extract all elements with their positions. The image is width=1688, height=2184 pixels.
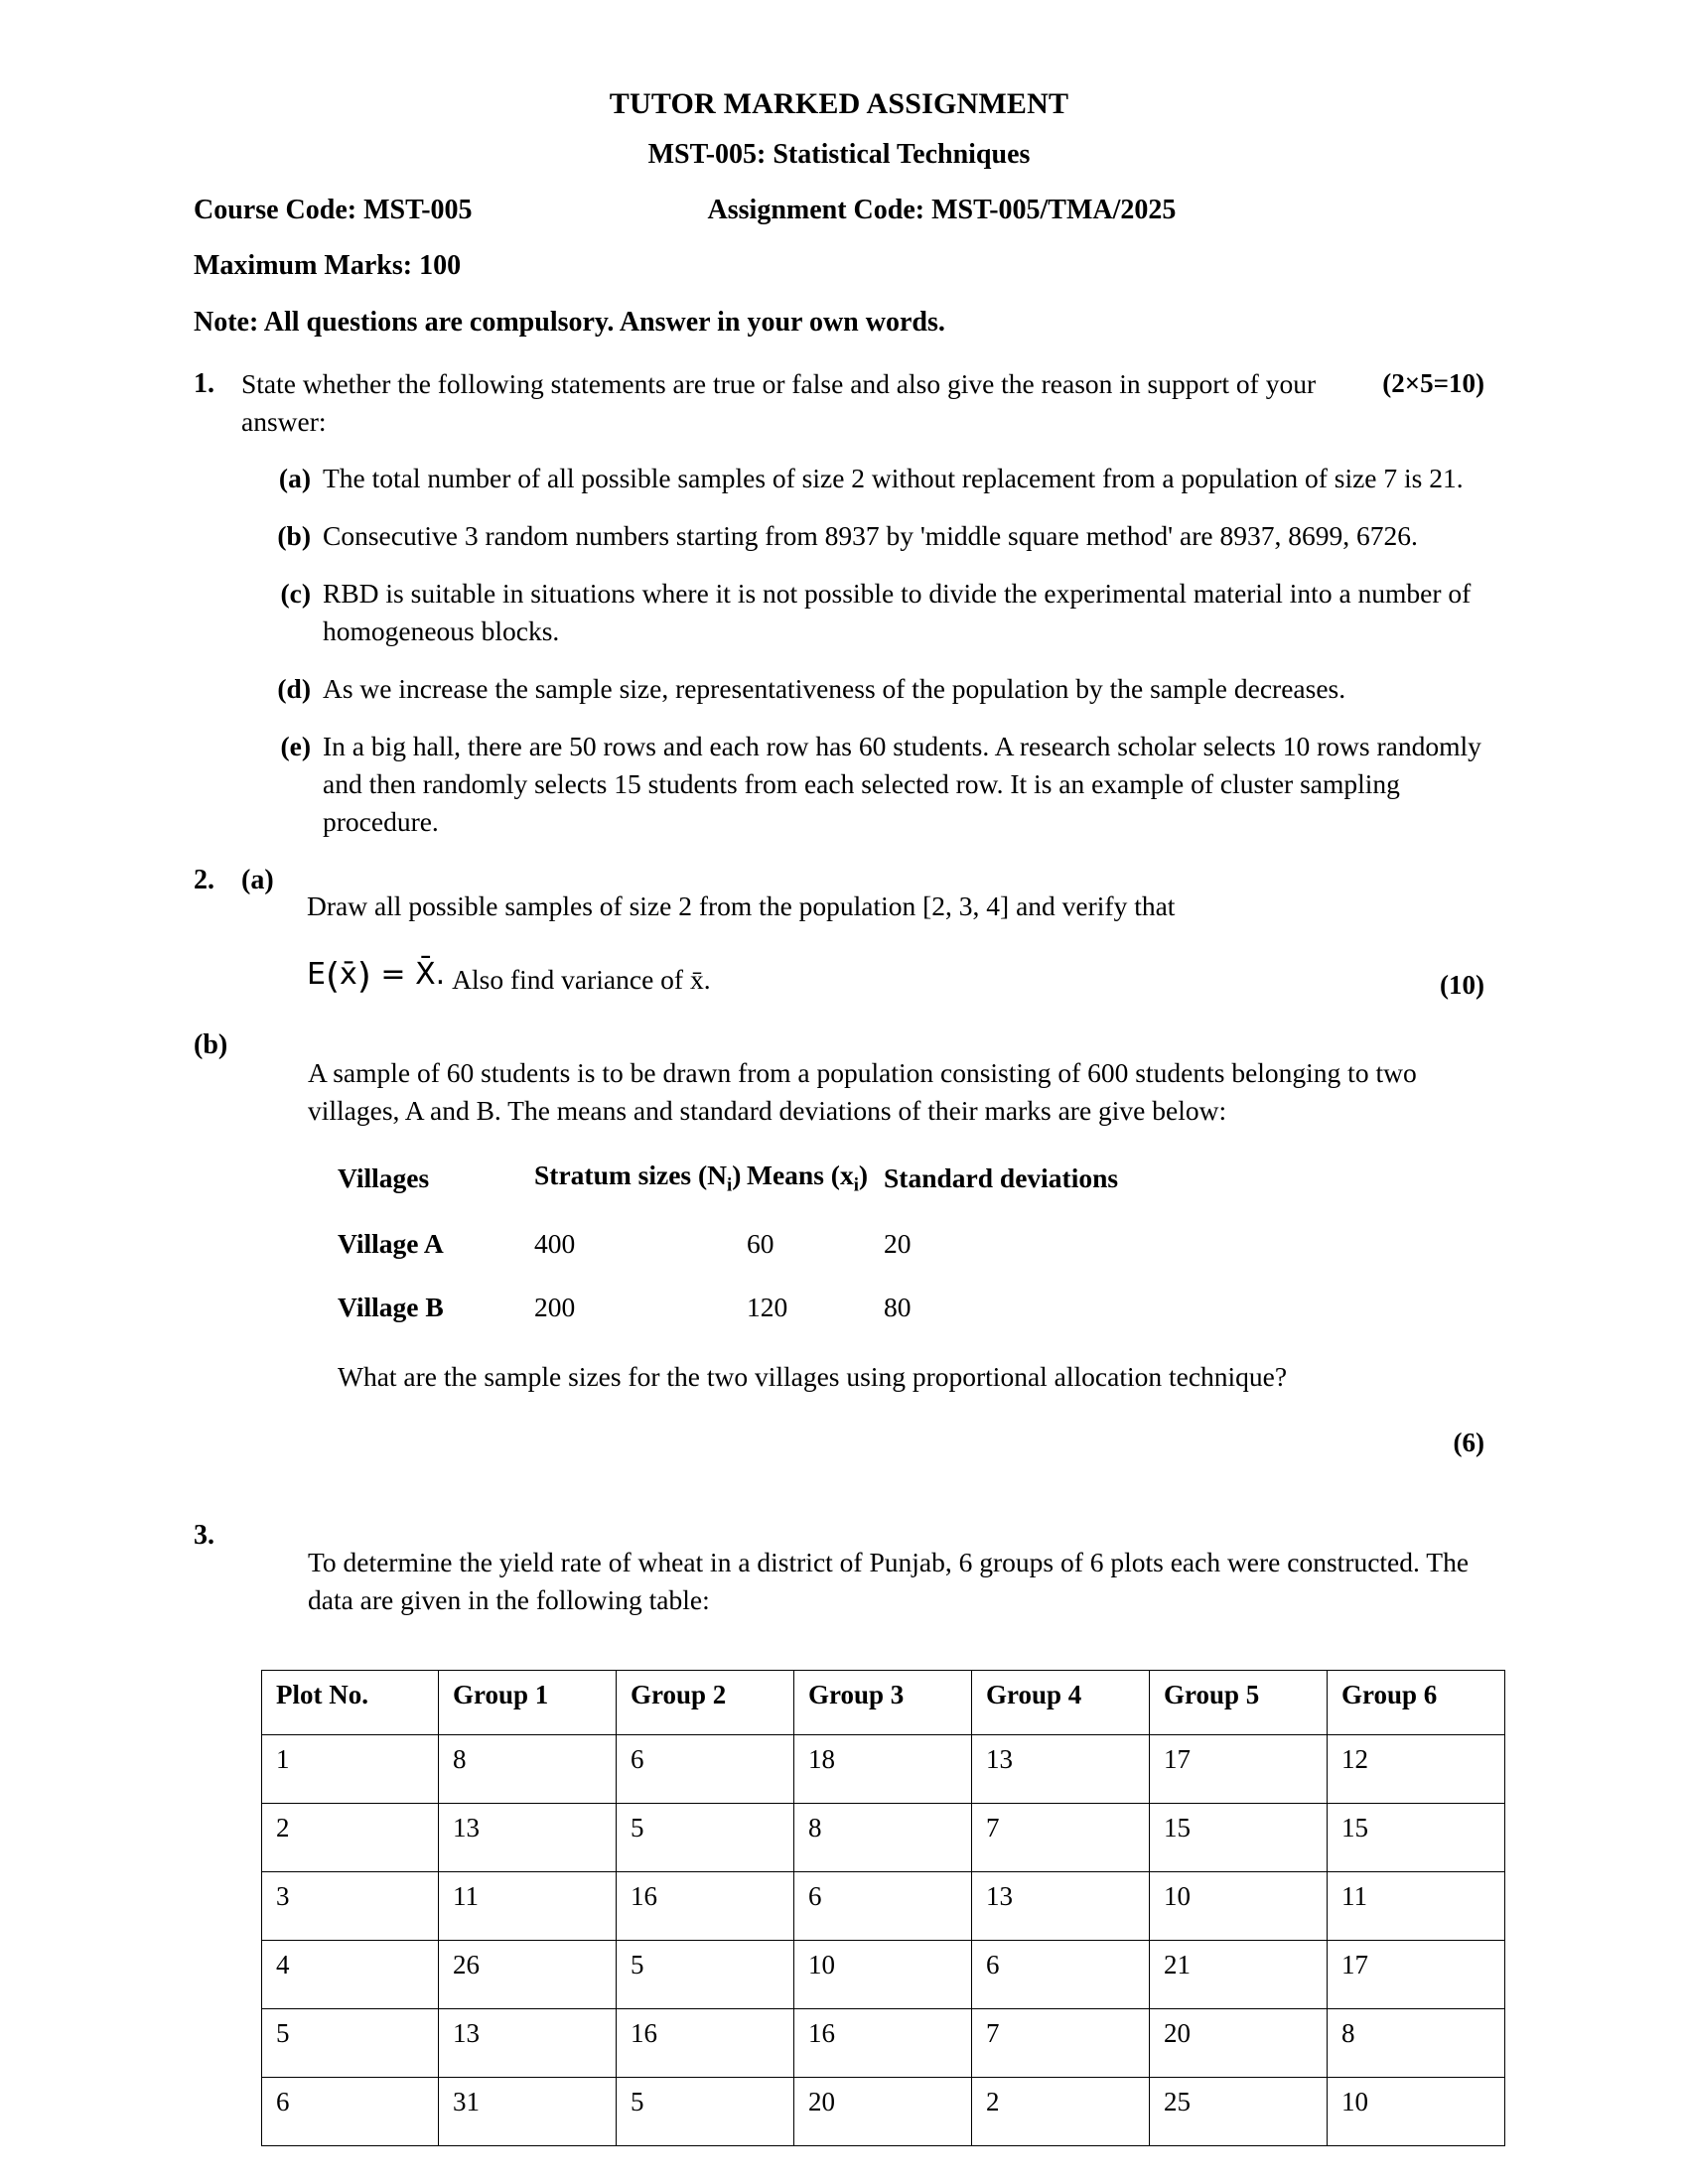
question-3: [194, 1517, 1484, 1647]
yield-cell: 15: [1328, 1803, 1505, 1871]
stratum-pre: Stratum sizes (N: [534, 1160, 727, 1191]
yield-table-header-row: [262, 1670, 1505, 1734]
villages-table: [338, 1157, 1118, 1351]
yield-cell: 17: [1150, 1734, 1328, 1803]
table-row: [262, 2077, 1505, 2145]
question-2b-marks: (6): [1453, 1428, 1484, 1458]
question-2a-body: [307, 861, 1484, 1004]
means-sub: i: [853, 1174, 859, 1196]
question-2a-marks: (10): [1440, 970, 1484, 1001]
code-row: [194, 193, 1484, 227]
yield-cell: 16: [617, 2008, 794, 2077]
question-1: [194, 365, 1484, 441]
yield-header-group-5: Group 5: [1150, 1670, 1328, 1734]
document-title: TUTOR MARKED ASSIGNMENT: [609, 87, 1069, 120]
yield-cell: 7: [972, 2008, 1150, 2077]
yield-cell: 13: [439, 1803, 617, 1871]
table-row: [262, 1940, 1505, 2008]
question-2b-label: (b): [194, 1029, 228, 1061]
question-2a-label: (a): [241, 864, 274, 895]
question-1-item-a: [277, 460, 1484, 497]
item-label-c: (c): [280, 577, 311, 609]
table-row: [338, 1289, 1118, 1352]
villages-header-row: [338, 1157, 1118, 1224]
question-1-stem-text: State whether the following statements are true or false and also give the reason in support of your answer:: [241, 368, 1317, 438]
yield-cell: 25: [1150, 2077, 1328, 2145]
table-row: [262, 1871, 1505, 1940]
stratum-post: ): [732, 1160, 742, 1191]
course-code: Course Code: MST-005: [194, 195, 473, 226]
item-label-d: (d): [277, 672, 311, 704]
yield-cell: 6: [794, 1871, 972, 1940]
item-text-e: In a big hall, there are 50 rows and each row has 60 students. A research scholar selects 10 rows randomly and then randomly selects 15 students from each selected row. It is an example of cluster sampling procedure.: [323, 730, 1481, 837]
formula-open-paren: (: [325, 956, 341, 998]
yield-cell: 20: [1150, 2008, 1328, 2077]
yield-cell: 21: [1150, 1940, 1328, 2008]
yield-cell: 10: [1328, 2077, 1505, 2145]
table-row: [262, 1734, 1505, 1803]
yield-cell: 16: [617, 1871, 794, 1940]
yield-cell: 18: [794, 1734, 972, 1803]
yield-cell: 12: [1328, 1734, 1505, 1803]
question-3-number: 3.: [194, 1519, 214, 1551]
yield-cell: 5: [617, 2077, 794, 2145]
question-2: [194, 861, 1484, 1004]
question-1-item-b: [277, 517, 1484, 555]
question-1-stem: [241, 365, 1484, 441]
villages-header-stratum: [534, 1157, 747, 1224]
villages-header-means: [747, 1157, 884, 1224]
yield-cell: 8: [439, 1734, 617, 1803]
yield-cell: 5: [262, 2008, 439, 2077]
question-1-marks: (2×5=10): [1382, 368, 1484, 399]
note-line: Note: All questions are compulsory. Answer in your own words.: [194, 307, 945, 339]
yield-cell: 13: [972, 1871, 1150, 1940]
yield-cell: 10: [1150, 1871, 1328, 1940]
yield-header-group-1: Group 1: [439, 1670, 617, 1734]
question-3-body: [308, 1517, 1484, 1647]
means-post: ): [858, 1160, 869, 1191]
village-b-mean: 120: [747, 1291, 788, 1322]
item-label-a: (a): [278, 463, 311, 494]
expectation-formula: [307, 948, 445, 998]
stratum-sub: i: [727, 1174, 733, 1196]
village-a-mean: 60: [747, 1227, 774, 1259]
yield-cell: 5: [617, 1803, 794, 1871]
item-text-d: As we increase the sample size, representativeness of the population by the sample decreases.: [323, 672, 1346, 704]
yield-header-group-2: Group 2: [617, 1670, 794, 1734]
yield-cell: 6: [262, 2077, 439, 2145]
also-find-variance: Also find variance of: [452, 964, 684, 996]
yield-cell: 13: [972, 1734, 1150, 1803]
yield-cell: 2: [262, 1803, 439, 1871]
yield-cell: 15: [1150, 1803, 1328, 1871]
yield-cell: 5: [617, 1940, 794, 2008]
question-2b: [194, 1026, 1484, 1488]
question-2b-tail: What are the sample sizes for the two villages using proportional allocation technique?: [338, 1360, 1288, 1392]
village-a-name: Village A: [338, 1227, 444, 1259]
yield-cell: 7: [972, 1803, 1150, 1871]
yield-cell: 6: [972, 1940, 1150, 2008]
formula-equals: =: [380, 957, 406, 993]
yield-cell: 8: [794, 1803, 972, 1871]
formula-Xbar: X̄.: [415, 957, 446, 993]
yield-header-plot-no: Plot No.: [262, 1670, 439, 1734]
yield-cell: 11: [439, 1871, 617, 1940]
question-2b-text: A sample of 60 students is to be drawn from a population consisting of 600 students belonging to two villages, A and B. The means and standard deviations of their marks are give below:: [308, 1056, 1417, 1126]
yield-data-table: [261, 1670, 1505, 2146]
formula-close-paren: ): [356, 956, 371, 998]
yield-cell: 31: [439, 2077, 617, 2145]
question-1-item-c: [277, 575, 1484, 650]
item-label-b: (b): [277, 520, 311, 552]
formula-E: E: [307, 957, 326, 993]
item-text-c: RBD is suitable in situations where it is not possible to divide the experimental material into a number of homogeneous blocks.: [323, 577, 1472, 646]
assignment-code: Assignment Code: MST-005/TMA/2025: [707, 195, 1177, 226]
formula-xbar: x̄: [340, 957, 357, 993]
question-1-item-d: [277, 670, 1484, 708]
question-1-item-e: [277, 728, 1484, 841]
question-1-body: [241, 365, 1484, 441]
yield-cell: 2: [972, 2077, 1150, 2145]
village-b-stratum-size: 200: [534, 1291, 576, 1322]
table-row: [262, 1803, 1505, 1871]
yield-cell: 1: [262, 1734, 439, 1803]
question-2a-formula-line: [307, 953, 1484, 1003]
question-3-text: To determine the yield rate of wheat in a district of Punjab, 6 groups of 6 plots each were constructed. The data are given in the following table:: [308, 1547, 1470, 1616]
yield-cell: 11: [1328, 1871, 1505, 1940]
yield-cell: 13: [439, 2008, 617, 2077]
yield-cell: 4: [262, 1940, 439, 2008]
yield-cell: 6: [617, 1734, 794, 1803]
item-text-a: The total number of all possible samples of size 2 without replacement from a population of size 7 is 21.: [323, 463, 1464, 494]
question-2-number: 2.: [194, 864, 214, 895]
variance-of-xbar: x̄.: [689, 964, 711, 996]
yield-cell: 8: [1328, 2008, 1505, 2077]
villages-header-sd: Standard deviations: [884, 1161, 1119, 1193]
item-text-b: Consecutive 3 random numbers starting from 8937 by 'middle square method' are 8937, 8699, 6726.: [323, 520, 1418, 552]
formula-trailing-text: [452, 961, 710, 1000]
question-1-items: [277, 460, 1484, 841]
question-2b-body: [308, 1026, 1484, 1488]
yield-header-group-3: Group 3: [794, 1670, 972, 1734]
yield-cell: 10: [794, 1940, 972, 2008]
document-subtitle: MST-005: Statistical Techniques: [647, 139, 1031, 171]
yield-cell: 16: [794, 2008, 972, 2077]
yield-cell: 20: [794, 2077, 972, 2145]
yield-table-wrapper: [261, 1670, 1484, 2146]
table-row: [262, 2008, 1505, 2077]
maximum-marks: Maximum Marks: 100: [194, 250, 462, 282]
village-b-sd: 80: [884, 1291, 912, 1322]
yield-header-group-6: Group 6: [1328, 1670, 1505, 1734]
means-pre: Means (x: [747, 1160, 854, 1191]
question-2a-text: Draw all possible samples of size 2 from the population [2, 3, 4] and verify that: [307, 890, 1176, 922]
item-label-e: (e): [280, 730, 311, 761]
table-row: [338, 1225, 1118, 1289]
yield-cell: 17: [1328, 1940, 1505, 2008]
yield-cell: 3: [262, 1871, 439, 1940]
village-b-name: Village B: [338, 1291, 444, 1322]
yield-header-group-4: Group 4: [972, 1670, 1150, 1734]
villages-header-villages: Villages: [338, 1161, 430, 1193]
yield-cell: 26: [439, 1940, 617, 2008]
village-a-stratum-size: 400: [534, 1227, 576, 1259]
village-a-sd: 20: [884, 1227, 912, 1259]
question-1-number: 1.: [194, 368, 214, 400]
